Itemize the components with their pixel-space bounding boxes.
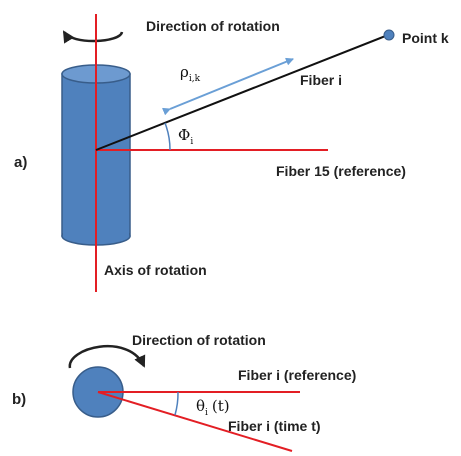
axis-of-rotation-label: Axis of rotation (104, 262, 207, 278)
theta-angle-arc (175, 392, 178, 415)
theta-subscript: i (205, 408, 208, 418)
theta-arg: (t) (211, 397, 230, 415)
theta-symbol: θ (196, 397, 206, 415)
phi-angle-arc (165, 123, 170, 150)
fiber-i-label: Fiber i (300, 72, 343, 88)
direction-of-rotation-label-b: Direction of rotation (132, 332, 266, 348)
panel-b-label: b) (12, 391, 27, 408)
time-fiber-label-b: Fiber i (time t) (228, 418, 321, 434)
rho-symbol: ρ (180, 63, 189, 81)
fiber-i-line (96, 35, 388, 150)
reference-fiber-label: Fiber 15 (reference) (276, 163, 406, 179)
rho-subscript: i,k (188, 74, 201, 84)
phi-symbol: Φ (178, 126, 191, 144)
rho-label (180, 63, 201, 84)
panel-a-label: a) (14, 154, 28, 171)
panel-a (14, 14, 449, 292)
rotation-arrow-a (64, 32, 122, 41)
point-k-label: Point k (402, 30, 449, 46)
theta-label (196, 397, 230, 418)
panel-b (12, 332, 356, 451)
phi-label (178, 126, 193, 147)
point-k-marker (384, 30, 394, 40)
direction-of-rotation-label-a: Direction of rotation (146, 18, 280, 34)
phi-subscript: i (190, 137, 194, 147)
rotation-arrow-b (70, 346, 144, 368)
reference-fiber-label-b: Fiber i (reference) (238, 367, 357, 383)
